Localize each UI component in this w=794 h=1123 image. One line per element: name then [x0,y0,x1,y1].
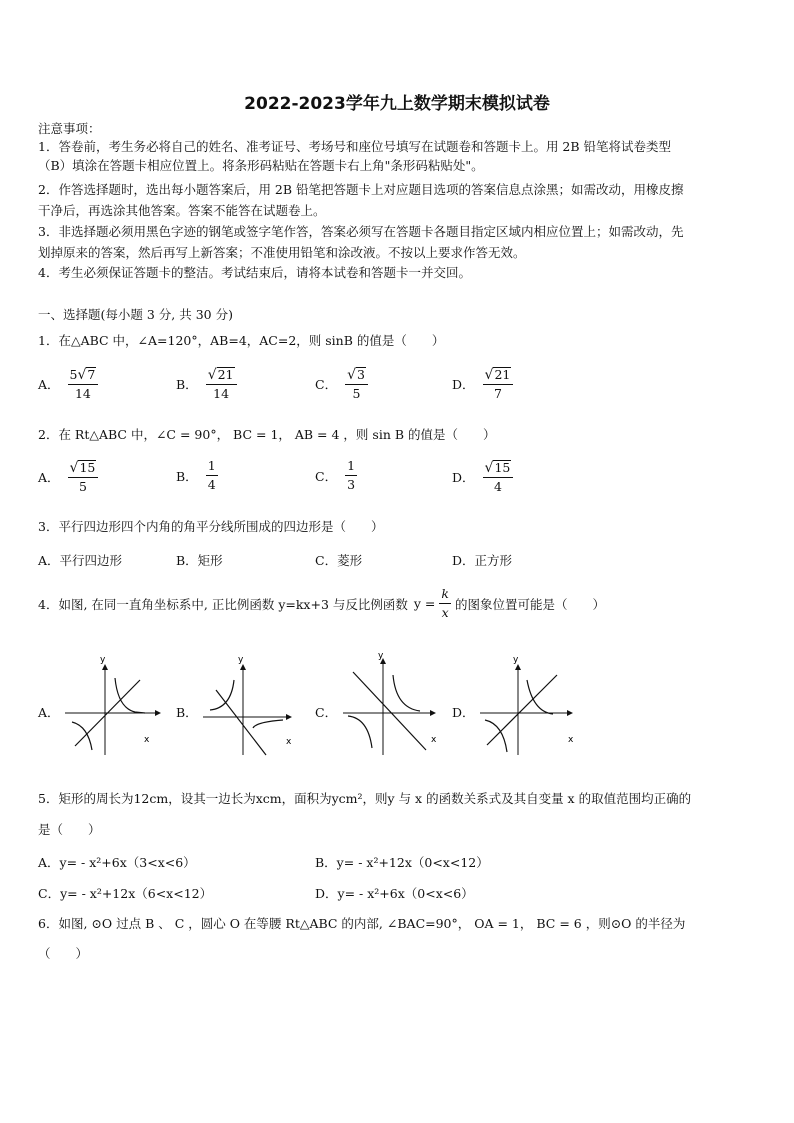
option-label: C． [315,468,338,484]
q1-option-a[interactable] [38,367,98,400]
q2-option-d[interactable] [452,460,513,493]
fraction: 5 √ 7 14 [68,367,99,400]
option-label: B． [176,468,198,484]
q5-option-b[interactable]: B．y= - x²+12x（0<x<12） [315,855,489,870]
axis-y-label: y [513,655,519,665]
question-6-stem: 6．如图, ⊙O 过点 B 、 C ，圆心 O 在等腰 Rt△ABC 的内部, ∠BAC=90°， OA = 1， BC = 6 ，则⊙O 的半径为 [38,916,686,931]
q4-option-d[interactable]: D． [452,705,475,720]
q4-graph-d[interactable] [475,650,585,760]
q4-option-c[interactable]: C． [315,705,338,720]
fraction: $\frac{k}{x}$ [441,586,449,620]
axis-x-label: x [144,735,150,745]
fraction: √ 15 5 [68,460,99,493]
fraction: $\frac{1}{4}$ [207,458,216,492]
q4-option-a[interactable]: A． [38,705,60,720]
fraction: √ 15 4 [483,460,514,493]
option-label: A． [38,376,60,392]
fraction: $\frac{1}{3}$ [347,458,356,492]
q4-graph-b[interactable] [198,650,308,760]
axis-y-label: y [238,655,244,665]
q1-option-d[interactable] [452,367,513,400]
section-heading: 一、选择题(每小题 3 分, 共 30 分) [38,307,233,322]
notice-line: 1．答卷前，考生务必将自己的姓名、准考证号、考场号和座位号填写在试题卷和答题卡上。用 2B 铅笔将试卷类型 [38,139,672,154]
notice-line: 2．作答选择题时，选出每小题答案后，用 2B 铅笔把答题卡上对应题目选项的答案信息点涂黑；如需改动，用橡皮擦 [38,182,684,197]
fraction: √ 21 7 [483,367,514,400]
page-title: 2022-2023学年九上数学期末模拟试卷 [244,94,550,114]
q2-option-c[interactable] [315,460,357,491]
q1-option-b[interactable] [176,367,237,400]
fraction: √ 21 14 [206,367,237,400]
q3-option-d[interactable]: D．正方形 [452,553,513,568]
q3-option-c[interactable]: C．菱形 [315,553,363,568]
question-1-stem: 1．在△ABC 中，∠A=120°，AB=4，AC=2，则 sinB 的值是（ ） [38,333,445,348]
option-label: C． [315,376,338,392]
notice-line: （B）填涂在答题卡相应位置上。将条形码粘贴在答题卡右上角"条形码粘贴处"。 [38,158,484,173]
q2-option-b[interactable] [176,460,218,491]
q4-option-b[interactable]: B． [176,705,198,720]
notice-line: 4．考生必须保证答题卡的整洁。考试结束后，请将本试卷和答题卡一并交回。 [38,265,471,280]
question-4-stem: 4．如图, 在同一直角坐标系中, 正比例函数 y=kx+3 与反比例函数 y = $\frac{k}{x}$ 的图象位置可能是（ ） [38,586,605,620]
axis-x-label: x [431,735,437,745]
q3-option-a[interactable]: A．平行四边形 [38,553,123,568]
option-label: D． [452,376,475,392]
option-label: A． [38,469,60,485]
notice-line: 划掉原来的答案，然后再写上新答案；不准使用铅笔和涂改液。不按以上要求作答无效。 [38,245,526,260]
axis-y-label: y [100,655,106,665]
q5-option-a[interactable]: A．y= - x²+6x（3<x<6） [38,855,196,870]
notice-line: 3．非选择题必须用黑色字迹的钢笔或签字笔作答，答案必须写在答题卡各题目指定区域内相应位置上；如需改动，先 [38,224,684,239]
q2-option-a[interactable] [38,460,98,493]
fraction: √ 3 5 [345,367,368,400]
question-2-stem: 2．在 Rt△ABC 中，∠C = 90°， BC = 1， AB = 4 ，则 sin B 的值是（ ） [38,427,496,442]
q4-graph-a[interactable] [60,650,170,760]
question-3-stem: 3．平行四边形四个内角的角平分线所围成的四边形是（ ） [38,519,384,534]
q4-graph-c[interactable] [338,650,448,760]
option-label: D． [452,469,475,485]
q5-option-d[interactable]: D．y= - x²+6x（0<x<6） [315,886,474,901]
axis-y-label: y [378,651,384,661]
question-6-stem-cont: （ ） [38,946,89,961]
axis-x-label: x [286,737,292,747]
option-label: B． [176,376,198,392]
axis-x-label: x [568,735,574,745]
q5-option-c[interactable]: C．y= - x²+12x（6<x<12） [38,886,213,901]
q1-option-c[interactable] [315,367,368,400]
question-5-stem-cont: 是（ ） [38,822,101,837]
q3-option-b[interactable]: B．矩形 [176,553,223,568]
notice-heading: 注意事项： [38,121,101,136]
question-5-stem: 5．矩形的周长为12cm，设其一边长为xcm，面积为ycm²，则y 与 x 的函数关系式及其自变量 x 的取值范围均正确的 [38,791,692,806]
notice-line: 干净后，再选涂其他答案。答案不能答在试题卷上。 [38,203,326,218]
